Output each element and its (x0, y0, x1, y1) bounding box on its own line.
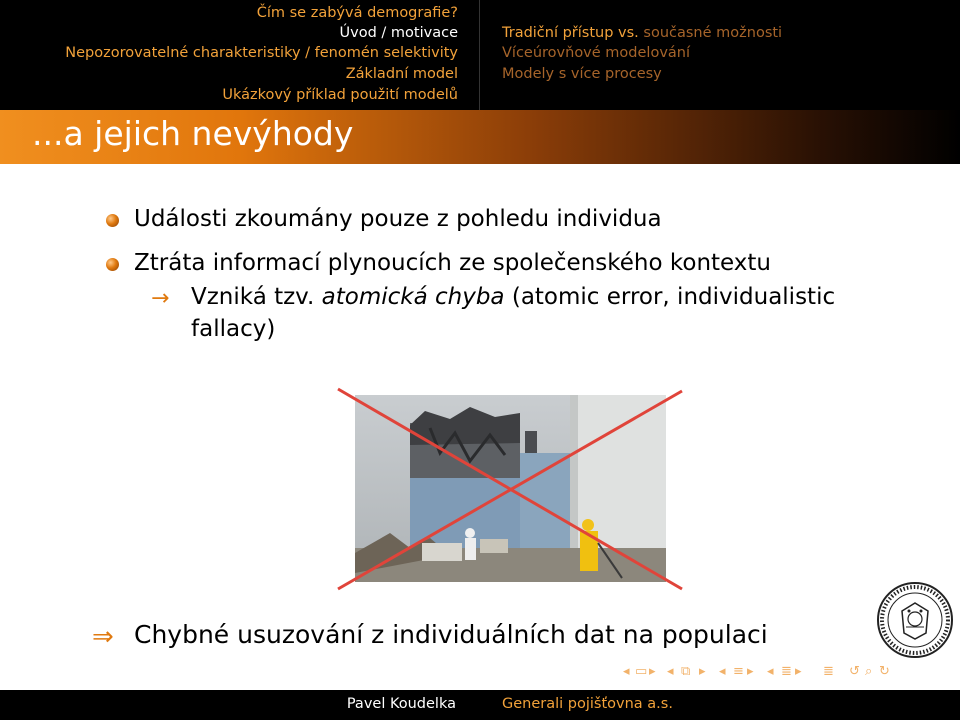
nav-section-icon[interactable]: ≡ (733, 664, 744, 679)
nav-sub-viceurovnove[interactable]: Víceúrovňové modelování (502, 45, 691, 61)
footer-author-bar (0, 690, 480, 720)
right-arrow-icon: → (151, 286, 170, 311)
nav-prev-subsection-icon[interactable]: ◂ (667, 664, 674, 679)
nav-search-icon[interactable]: ⌕ (865, 664, 873, 679)
nav-item-selektivita[interactable]: Nepozorovatelné charakteristiky / fenomén selektivity (65, 45, 458, 61)
footer-author: Pavel Koudelka (346, 696, 456, 712)
nav-frame-icon[interactable]: ▭ (635, 664, 648, 679)
crossed-photo (330, 383, 690, 598)
sub-bullet-line-1 (191, 284, 835, 310)
nav-sub-tradicni-a: Tradiční přístup vs. (502, 25, 639, 41)
slide-title: ...a jejich nevýhody (32, 114, 354, 153)
subsection-nav (480, 0, 960, 110)
nav-part-icon[interactable]: ≣ (781, 664, 792, 679)
nav-next-frame-icon[interactable]: ▸ (649, 664, 656, 679)
nav-item-zakladni-model[interactable]: Základní model (345, 66, 458, 82)
sub-italic: atomická chyba (321, 284, 505, 310)
nav-item-priklad[interactable]: Ukázkový příklad použití modelů (222, 87, 458, 103)
beamer-nav-controls (623, 664, 953, 684)
nav-prev-part-icon[interactable]: ◂ (767, 664, 774, 679)
nav-appendix-icon[interactable]: ≣ (823, 664, 834, 679)
nav-next-section-icon[interactable]: ▸ (747, 664, 754, 679)
nav-sub-vice-procesu[interactable]: Modely s více procesy (502, 66, 662, 82)
footer-affiliation-bar (480, 690, 960, 720)
conclusion-text: Chybné usuzování z individuálních dat na populaci (134, 620, 768, 649)
nav-subsection-icon[interactable]: ⧉ (681, 664, 691, 679)
sub-rest: (atomic error, individualistic (511, 284, 836, 310)
title-bar (0, 110, 960, 164)
orange-ball-icon (106, 214, 119, 227)
nav-sub-tradicni-b: současné možnosti (638, 25, 783, 41)
implies-arrow-icon: ⇒ (92, 622, 114, 652)
nav-item-uvod[interactable]: Úvod / motivace (339, 25, 458, 41)
bullet-2: Ztráta informací plynoucích ze společenského kontextu (134, 250, 771, 276)
nav-back-icon[interactable]: ↺ (849, 664, 860, 679)
sub-bullet-line-2: fallacy) (191, 316, 276, 342)
nav-prev-frame-icon[interactable]: ◂ (623, 664, 630, 679)
orange-ball-icon (106, 258, 119, 271)
sub-prefix: Vzniká tzv. (191, 284, 315, 310)
nav-prev-section-icon[interactable]: ◂ (719, 664, 726, 679)
nav-item-demografie[interactable]: Čím se zabývá demografie? (256, 5, 458, 21)
nav-sub-tradicni[interactable] (502, 25, 782, 41)
bullet-1: Události zkoumány pouze z pohledu individua (134, 206, 662, 232)
header-nav (0, 0, 960, 110)
footer-affiliation: Generali pojišťovna a.s. (502, 696, 673, 712)
nav-next-subsection-icon[interactable]: ▸ (699, 664, 706, 679)
university-seal-logo (876, 581, 954, 659)
nav-next-part-icon[interactable]: ▸ (795, 664, 802, 679)
nav-forward-icon[interactable]: ↻ (879, 664, 890, 679)
section-nav (0, 0, 470, 110)
